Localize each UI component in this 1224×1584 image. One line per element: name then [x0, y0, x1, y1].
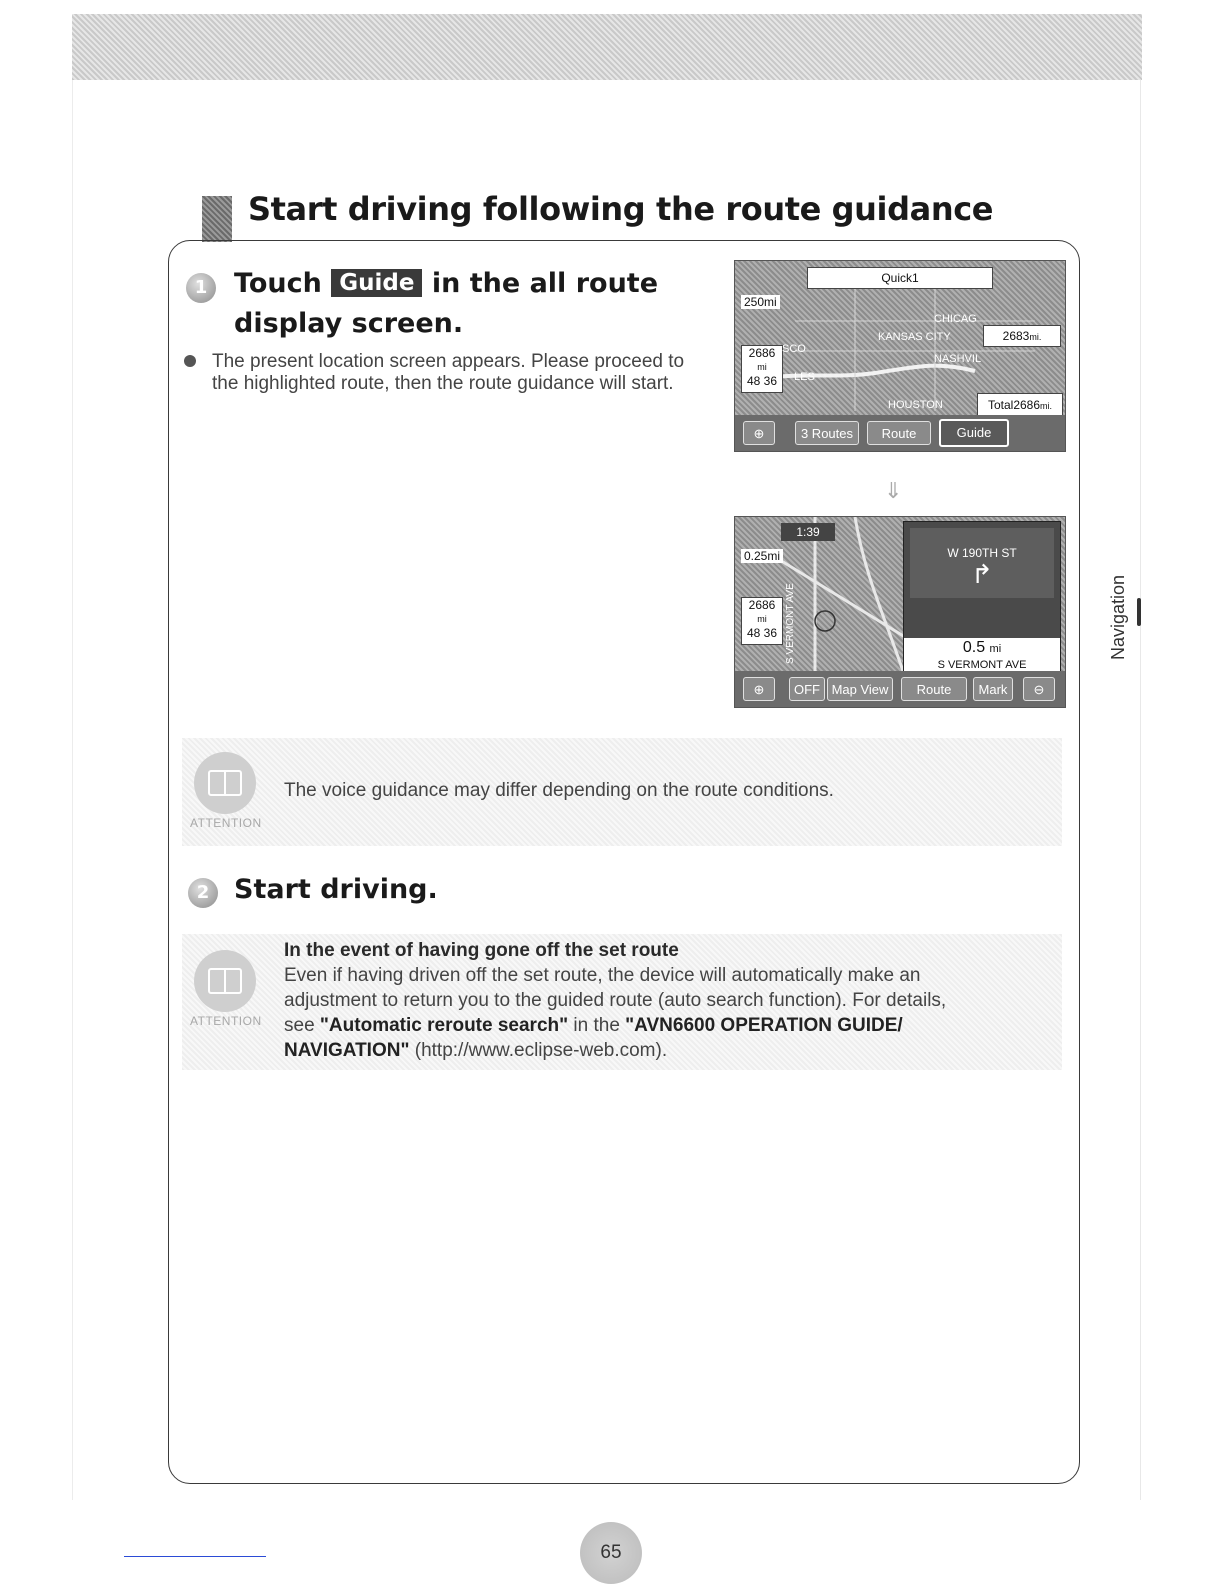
zoom-in-icon: ⊕: [753, 682, 765, 697]
map-scale-label: 0.25mi: [741, 549, 783, 563]
route-button[interactable]: Route: [867, 421, 931, 445]
zoom-in-button[interactable]: [743, 677, 775, 701]
line3-mid: in the: [573, 1015, 620, 1036]
guide-reference: "AVN6600 OPERATION GUIDE/: [625, 1015, 903, 1036]
turn-guidance-panel: [903, 521, 1061, 673]
reroute-reference: "Automatic reroute search": [319, 1015, 569, 1036]
route-button[interactable]: Route: [901, 677, 967, 701]
city-label-kansas: KANSAS CITY: [878, 331, 951, 343]
bullet-dot: [184, 355, 196, 367]
turn-distance-value: 0.5: [962, 639, 986, 656]
city-label-sco: SCO: [782, 343, 806, 355]
turn-right-icon: ↱: [971, 559, 993, 589]
step-1-title-suffix: in the all route: [431, 268, 659, 299]
remaining-distance-value: 2686: [748, 598, 776, 612]
turn-distance-row: [904, 638, 1060, 658]
route-distance-unit: mi.: [1029, 332, 1042, 342]
distance-unit: mi: [757, 362, 767, 372]
line3-see: see: [284, 1015, 315, 1036]
remaining-time-value: 48 36: [746, 626, 778, 640]
header-band: [72, 14, 1142, 80]
attention-book-icon: [194, 752, 256, 814]
route-name-header: Quick1: [807, 267, 993, 289]
route-distance-box: [983, 325, 1061, 347]
current-street-name: S VERMONT AVE: [904, 658, 1060, 672]
total-distance-box: [977, 393, 1063, 417]
zoom-out-button[interactable]: [1023, 677, 1055, 701]
city-label-les: LES: [794, 371, 815, 383]
mark-button[interactable]: Mark: [973, 677, 1013, 701]
zoom-in-button[interactable]: [743, 421, 775, 445]
total-distance-value: 2686: [748, 346, 776, 360]
attention-label: ATTENTION: [190, 1014, 262, 1028]
section-marker: [202, 196, 232, 242]
navigation-reference: NAVIGATION": [284, 1040, 410, 1061]
all-route-button-bar: [735, 415, 1065, 451]
map-view-button[interactable]: Map View: [827, 677, 893, 701]
side-tab-navigation: Navigation: [1108, 574, 1128, 660]
attention-2-line2: adjustment to return you to the guided route (auto search function). For details,: [284, 990, 947, 1011]
distance-time-box: [741, 597, 783, 645]
clock-display: 1:39: [781, 523, 835, 541]
city-label-nashville: NASHVIL: [934, 353, 982, 365]
attention-2-line3: [284, 1013, 1054, 1038]
next-street-sign: [910, 528, 1054, 598]
route-distance-value: 2683: [1002, 329, 1030, 343]
vehicle-marker: [815, 611, 835, 631]
left-margin-rule: [72, 80, 73, 1500]
step-1-body: The present location screen appears. Please proceed to the highlighted route, then the route guidance will start.: [212, 351, 685, 394]
side-tab-marker: [1137, 598, 1141, 626]
present-location-screen: [734, 516, 1066, 708]
voice-off-button[interactable]: OFF: [789, 677, 825, 701]
attention-box-2: [182, 934, 1062, 1070]
city-label-houston: HOUSTON: [888, 399, 943, 411]
attention-box-1: [182, 738, 1062, 846]
step-2-badge: 2: [188, 878, 218, 908]
attention-2-line4: [284, 1038, 1054, 1063]
attention-1-text: The voice guidance may differ depending on the route conditions.: [284, 780, 834, 801]
zoom-in-icon: ⊕: [753, 426, 765, 441]
attention-2-line1: Even if having driven off the set route, the device will automatically make an: [284, 965, 921, 986]
attention-book-icon: [194, 950, 256, 1012]
travel-time-value: 48 36: [746, 374, 778, 388]
attention-2-heading: In the event of having gone off the set route: [284, 940, 679, 961]
step-1-title-prefix: Touch: [234, 268, 322, 299]
down-arrow-icon: ⇓: [884, 478, 903, 503]
distance-time-box: [741, 345, 783, 393]
next-street-name: W 190TH ST: [947, 546, 1017, 560]
turn-distance-unit: mi: [989, 643, 1002, 655]
total-unit: mi.: [1040, 401, 1053, 411]
step-2-title: Start driving.: [234, 874, 438, 905]
footer-link-line: [124, 1556, 266, 1557]
three-routes-button[interactable]: 3 Routes: [795, 421, 859, 445]
step-1-title: [234, 264, 658, 304]
website-link[interactable]: (http://www.eclipse-web.com).: [414, 1040, 668, 1061]
distance-unit: mi: [757, 614, 767, 624]
zoom-out-icon: ⊖: [1033, 682, 1045, 697]
total-label: Total2686: [987, 398, 1041, 412]
guide-button[interactable]: Guide: [939, 419, 1009, 447]
guide-chip: Guide: [331, 269, 422, 297]
step-1-badge: 1: [186, 273, 216, 303]
side-street-label: S VERMONT AVE: [785, 583, 796, 664]
map-scale-label: 250mi: [741, 295, 780, 309]
right-margin-rule: [1140, 80, 1141, 1500]
attention-2-text: [284, 938, 1054, 1063]
all-route-screen: [734, 260, 1066, 452]
step-1-title-line2: display screen.: [234, 308, 464, 339]
section-title: Start driving following the route guidance: [248, 190, 994, 228]
page-number: 65: [580, 1522, 642, 1584]
city-label-chicago: CHICAG: [934, 313, 977, 325]
attention-label: ATTENTION: [190, 816, 262, 830]
present-location-button-bar: [735, 671, 1065, 707]
